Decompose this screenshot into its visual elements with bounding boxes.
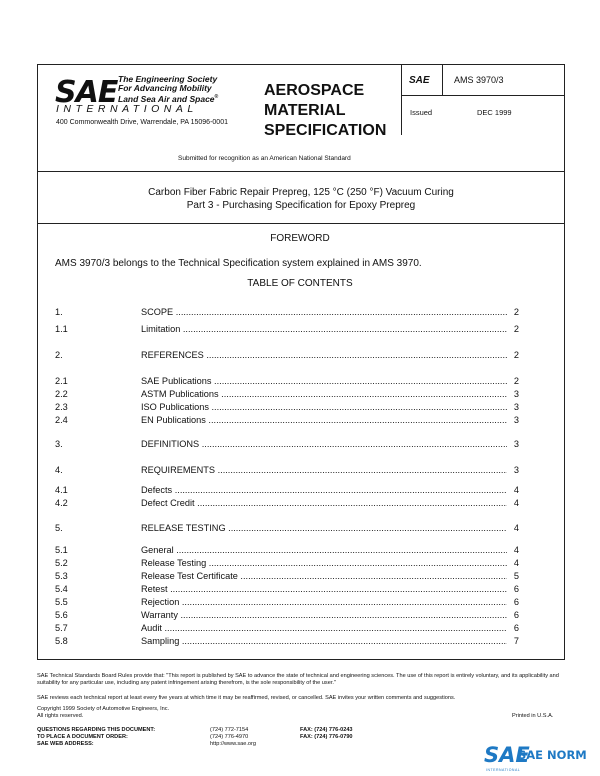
toc-row[interactable] xyxy=(55,376,519,388)
footer-rules: SAE Technical Standards Board Rules provide that: "This report is published by SAE to advance the state of technical and engineering sciences. The use of this report is entirely voluntary, and its applicability and suitability for any particular use, including any patent infringement arising therefrom, is the sole responsibility of the user." xyxy=(37,673,559,686)
toc-row[interactable] xyxy=(55,636,519,648)
document-title-box xyxy=(38,171,564,224)
toc-row[interactable] xyxy=(55,389,519,401)
small-sae-logo: SAE xyxy=(409,75,430,86)
toc-page-number: 5 xyxy=(513,571,519,581)
toc-row[interactable] xyxy=(55,415,519,427)
toc-row[interactable] xyxy=(55,584,519,596)
toc-row[interactable] xyxy=(55,498,519,510)
toc-row[interactable] xyxy=(55,307,519,319)
toc-section-label: Retest ..... xyxy=(141,584,507,594)
toc-section-label: RELEASE TESTING ..... xyxy=(141,523,507,533)
header xyxy=(38,65,564,172)
toc-section-label: Audit ..... xyxy=(141,623,507,633)
toc-page-number: 4 xyxy=(513,558,519,568)
toc-section-label: EN Publications ..... xyxy=(141,415,507,425)
toc-page-number: 2 xyxy=(513,350,519,360)
address: 400 Commonwealth Drive, Warrendale, PA 15096-0001 xyxy=(56,119,228,126)
toc-section-label: Defects ..... xyxy=(141,485,507,495)
toc-page-number: 4 xyxy=(513,545,519,555)
toc-section-label: General ..... xyxy=(141,545,507,555)
toc-section-number: 5.3 xyxy=(55,571,68,581)
toc-section-label: Release Test Certificate ..... xyxy=(141,571,507,581)
sae-web-link[interactable]: http://www.sae.org xyxy=(210,741,257,747)
toc-section-number: 2.4 xyxy=(55,415,68,425)
document-id-box xyxy=(401,65,565,135)
toc-section-number: 5.4 xyxy=(55,584,68,594)
toc-section-label: REFERENCES ..... xyxy=(141,350,507,360)
toc-section-number: 5.1 xyxy=(55,545,68,555)
toc-page-number: 7 xyxy=(513,636,519,646)
toc-section-number: 2.3 xyxy=(55,402,68,412)
toc-section-label: Warranty ..... xyxy=(141,610,507,620)
contact-faxes: FAX: (724) 776-0243 FAX: (724) 776-0790 xyxy=(300,727,353,740)
toc-page-number: 3 xyxy=(513,389,519,399)
toc-section-label: DEFINITIONS ..... xyxy=(141,439,507,449)
toc-page-number: 4 xyxy=(513,523,519,533)
toc-section-number: 5.7 xyxy=(55,623,68,633)
toc-heading: TABLE OF CONTENTS xyxy=(247,278,353,289)
toc-section-number: 5.2 xyxy=(55,558,68,568)
toc-section-number: 1. xyxy=(55,307,63,317)
toc-section-number: 5. xyxy=(55,523,63,533)
toc-page-number: 6 xyxy=(513,597,519,607)
toc-page-number: 6 xyxy=(513,623,519,633)
contact-phones: (724) 772-7154 (724) 776-4970 http://www.sae.org xyxy=(210,727,257,747)
submitted-note: Submitted for recognition as an American National Standard xyxy=(178,155,351,162)
toc-row[interactable] xyxy=(55,324,519,336)
document-title-line1: Carbon Fiber Fabric Repair Prepreg, 125 °C (250 °F) Vacuum Curing xyxy=(148,187,454,198)
sae-logo: SAE xyxy=(55,75,118,110)
toc-page-number: 3 xyxy=(513,402,519,412)
toc-row[interactable] xyxy=(55,545,519,557)
toc-section-number: 4.1 xyxy=(55,485,68,495)
toc-row[interactable] xyxy=(55,402,519,414)
toc-page-number: 3 xyxy=(513,415,519,425)
toc-section-label: Release Testing ..... xyxy=(141,558,507,568)
toc-section-number: 3. xyxy=(55,439,63,449)
sae-norm-logo: SAE SAE NORM INTERNATIONAL xyxy=(484,743,587,772)
toc-section-label: ASTM Publications ..... xyxy=(141,389,507,399)
document-title-line2: Part 3 - Purchasing Specification for Epoxy Prepreg xyxy=(186,200,416,211)
foreword-text: AMS 3970/3 belongs to the Technical Specification system explained in AMS 3970. xyxy=(55,258,422,269)
toc-row[interactable] xyxy=(55,571,519,583)
toc-section-number: 2.2 xyxy=(55,389,68,399)
toc-section-label: REQUIREMENTS ..... xyxy=(141,465,507,475)
toc-row[interactable] xyxy=(55,439,519,451)
toc-page-number: 4 xyxy=(513,498,519,508)
toc-page-number: 4 xyxy=(513,485,519,495)
rights-reserved: All rights reserved. xyxy=(37,713,84,719)
toc-section-number: 5.5 xyxy=(55,597,68,607)
toc-section-number: 5.6 xyxy=(55,610,68,620)
toc-section-label: Defect Credit ..... xyxy=(141,498,507,508)
issued-label: Issued xyxy=(410,108,433,117)
toc-page-number: 2 xyxy=(513,307,519,317)
toc-section-label: SAE Publications ..... xyxy=(141,376,507,386)
document-number: AMS 3970/3 xyxy=(454,75,504,85)
toc-section-label: SCOPE ..... xyxy=(141,307,507,317)
toc-row[interactable] xyxy=(55,350,519,362)
toc-row[interactable] xyxy=(55,465,519,477)
toc-section-number: 4. xyxy=(55,465,63,475)
footer-review-note: SAE reviews each technical report at least every five years at which time it may be reaffirmed, revised, or cancelled. SAE invites your written comments and suggestions. xyxy=(37,695,456,701)
toc-section-label: Limitation ..... xyxy=(141,324,507,334)
toc-row[interactable] xyxy=(55,597,519,609)
printed-in: Printed in U.S.A. xyxy=(512,713,554,719)
toc-section-number: 4.2 xyxy=(55,498,68,508)
toc-section-label: ISO Publications ..... xyxy=(141,402,507,412)
issued-date: DEC 1999 xyxy=(477,108,512,117)
copyright: Copyright 1999 Society of Automotive Engineers, Inc. xyxy=(37,706,170,712)
toc-section-label: Sampling ..... xyxy=(141,636,507,646)
toc-page-number: 6 xyxy=(513,584,519,594)
toc-row[interactable] xyxy=(55,523,519,535)
document-type-title: AEROSPACE MATERIAL SPECIFICATION xyxy=(264,82,387,139)
toc-section-label: Rejection ..... xyxy=(141,597,507,607)
toc-section-number: 1.1 xyxy=(55,324,68,334)
contact-labels: QUESTIONS REGARDING THIS DOCUMENT: TO PLACE A DOCUMENT ORDER: SAE WEB ADDRESS: xyxy=(37,727,156,747)
toc-section-number: 2. xyxy=(55,350,63,360)
toc-page-number: 2 xyxy=(513,376,519,386)
toc-row[interactable] xyxy=(55,558,519,570)
toc-section-number: 5.8 xyxy=(55,636,68,646)
toc-page-number: 2 xyxy=(513,324,519,334)
toc-page-number: 3 xyxy=(513,439,519,449)
toc-row[interactable] xyxy=(55,485,519,497)
society-tagline: The Engineering Society For Advancing Mobility Land Sea Air and Space® xyxy=(118,74,219,104)
international-label: INTERNATIONAL xyxy=(56,103,198,115)
toc-section-number: 2.1 xyxy=(55,376,68,386)
toc-page-number: 3 xyxy=(513,465,519,475)
toc-page-number: 6 xyxy=(513,610,519,620)
foreword-heading: FOREWORD xyxy=(270,233,330,244)
toc-row[interactable] xyxy=(55,610,519,622)
toc-row[interactable] xyxy=(55,623,519,635)
